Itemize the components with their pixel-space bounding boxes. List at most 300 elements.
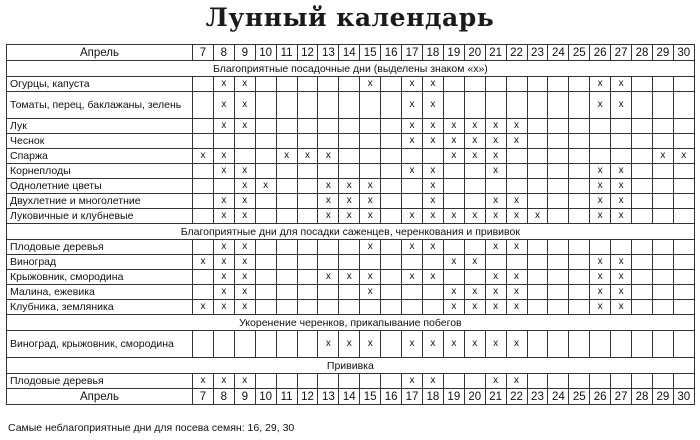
- day-cell: [527, 240, 548, 255]
- day-cell: x: [402, 92, 423, 119]
- day-cell: [527, 149, 548, 164]
- header-row-bottom: [7, 389, 695, 405]
- plant-name: Виноград, крыжовник, смородина: [7, 331, 193, 358]
- day-cell: [297, 194, 318, 209]
- day-cell: [297, 92, 318, 119]
- day-number: 25: [569, 45, 590, 61]
- day-cell: x: [506, 209, 527, 224]
- day-cell: [422, 149, 443, 164]
- day-number: 20: [464, 389, 485, 405]
- day-cell: x: [485, 164, 506, 179]
- day-number: 22: [506, 389, 527, 405]
- day-cell: [652, 240, 673, 255]
- day-cell: [297, 119, 318, 134]
- day-cell: x: [485, 270, 506, 285]
- day-cell: [673, 134, 694, 149]
- section-heading: Благоприятные посадочные дни (выделены знаком «х»): [7, 61, 695, 77]
- day-cell: [652, 374, 673, 389]
- day-cell: [464, 374, 485, 389]
- page-title: Лунный календарь: [205, 3, 495, 32]
- table-row: [7, 300, 695, 315]
- day-cell: [527, 331, 548, 358]
- day-cell: x: [234, 209, 255, 224]
- day-cell: [318, 285, 339, 300]
- day-cell: [569, 331, 590, 358]
- day-cell: x: [464, 331, 485, 358]
- day-number: 23: [527, 389, 548, 405]
- day-cell: x: [402, 134, 423, 149]
- day-number: 13: [318, 389, 339, 405]
- day-cell: x: [506, 374, 527, 389]
- day-cell: [652, 270, 673, 285]
- day-cell: x: [485, 134, 506, 149]
- day-cell: [569, 149, 590, 164]
- day-cell: [569, 209, 590, 224]
- plant-name: Чеснок: [7, 134, 193, 149]
- day-cell: [590, 149, 611, 164]
- day-cell: [213, 179, 234, 194]
- day-cell: x: [402, 209, 423, 224]
- table-row: [7, 179, 695, 194]
- day-cell: [255, 194, 276, 209]
- day-cell: [381, 92, 402, 119]
- day-cell: [632, 255, 653, 270]
- day-cell: [255, 209, 276, 224]
- day-cell: x: [443, 149, 464, 164]
- day-cell: [381, 270, 402, 285]
- day-cell: x: [360, 240, 381, 255]
- plant-name: Лук: [7, 119, 193, 134]
- day-cell: x: [402, 77, 423, 92]
- day-number: 10: [255, 45, 276, 61]
- day-cell: [276, 209, 297, 224]
- day-cell: [297, 285, 318, 300]
- day-cell: [193, 179, 214, 194]
- day-cell: x: [422, 179, 443, 194]
- day-cell: x: [213, 194, 234, 209]
- day-cell: [193, 119, 214, 134]
- day-number: 26: [590, 45, 611, 61]
- day-number: 21: [485, 45, 506, 61]
- day-cell: x: [339, 331, 360, 358]
- day-cell: x: [527, 209, 548, 224]
- day-cell: x: [422, 209, 443, 224]
- day-number: 15: [360, 45, 381, 61]
- day-cell: [360, 92, 381, 119]
- day-cell: x: [590, 285, 611, 300]
- day-cell: [381, 240, 402, 255]
- day-cell: x: [485, 149, 506, 164]
- day-cell: [276, 179, 297, 194]
- day-cell: [611, 119, 632, 134]
- table-row: [7, 374, 695, 389]
- day-cell: [464, 179, 485, 194]
- day-cell: [464, 240, 485, 255]
- day-number: 12: [297, 389, 318, 405]
- day-cell: x: [234, 240, 255, 255]
- day-cell: x: [422, 92, 443, 119]
- day-number: 9: [234, 389, 255, 405]
- day-cell: x: [213, 374, 234, 389]
- day-cell: x: [485, 331, 506, 358]
- day-cell: [193, 92, 214, 119]
- day-cell: [276, 134, 297, 149]
- day-cell: x: [422, 374, 443, 389]
- plant-name: Однолетние цветы: [7, 179, 193, 194]
- day-cell: x: [234, 270, 255, 285]
- day-cell: [443, 179, 464, 194]
- day-cell: x: [234, 164, 255, 179]
- day-cell: x: [422, 164, 443, 179]
- day-cell: [464, 92, 485, 119]
- section-heading-row: [7, 224, 695, 240]
- day-cell: x: [506, 285, 527, 300]
- day-cell: [569, 255, 590, 270]
- day-cell: [673, 92, 694, 119]
- day-cell: [339, 92, 360, 119]
- day-cell: x: [485, 119, 506, 134]
- day-number: 7: [193, 45, 214, 61]
- day-cell: [464, 164, 485, 179]
- day-cell: [569, 270, 590, 285]
- day-cell: [673, 179, 694, 194]
- table-row: [7, 119, 695, 134]
- day-number: 16: [381, 389, 402, 405]
- day-cell: [360, 164, 381, 179]
- day-cell: x: [213, 209, 234, 224]
- day-cell: [276, 119, 297, 134]
- day-cell: x: [464, 285, 485, 300]
- table-row: [7, 270, 695, 285]
- day-cell: [632, 92, 653, 119]
- day-cell: [297, 209, 318, 224]
- day-cell: [297, 134, 318, 149]
- day-cell: x: [506, 134, 527, 149]
- day-number: 14: [339, 45, 360, 61]
- day-cell: [632, 119, 653, 134]
- plant-name: Малина, ежевика: [7, 285, 193, 300]
- plant-name: Луковичные и клубневые: [7, 209, 193, 224]
- table-row: [7, 285, 695, 300]
- day-number: 24: [548, 45, 569, 61]
- day-cell: x: [402, 374, 423, 389]
- day-number: 29: [652, 389, 673, 405]
- day-cell: [527, 179, 548, 194]
- day-cell: x: [318, 194, 339, 209]
- day-cell: [381, 134, 402, 149]
- day-cell: x: [360, 331, 381, 358]
- day-cell: [402, 300, 423, 315]
- day-cell: [193, 331, 214, 358]
- day-cell: [590, 119, 611, 134]
- day-cell: x: [234, 194, 255, 209]
- day-cell: [673, 194, 694, 209]
- day-cell: [381, 119, 402, 134]
- day-cell: [548, 374, 569, 389]
- day-number: 24: [548, 389, 569, 405]
- section-heading: Укоренение черенков, прикапывание побегов: [7, 315, 695, 331]
- day-cell: [297, 255, 318, 270]
- day-cell: [276, 270, 297, 285]
- day-cell: x: [193, 149, 214, 164]
- day-cell: x: [443, 119, 464, 134]
- day-cell: x: [422, 119, 443, 134]
- day-cell: [339, 119, 360, 134]
- section-heading-row: [7, 61, 695, 77]
- day-cell: [652, 179, 673, 194]
- day-cell: [548, 149, 569, 164]
- day-cell: x: [318, 270, 339, 285]
- day-cell: [548, 270, 569, 285]
- day-cell: [318, 92, 339, 119]
- day-cell: [276, 240, 297, 255]
- day-cell: [339, 374, 360, 389]
- day-cell: [569, 240, 590, 255]
- day-cell: [443, 240, 464, 255]
- plant-name: Крыжовник, смородина: [7, 270, 193, 285]
- day-cell: x: [318, 331, 339, 358]
- day-cell: [255, 255, 276, 270]
- day-cell: x: [590, 92, 611, 119]
- day-cell: x: [422, 270, 443, 285]
- plant-name: Корнеплоды: [7, 164, 193, 179]
- day-cell: x: [213, 119, 234, 134]
- day-cell: x: [611, 164, 632, 179]
- day-cell: [443, 374, 464, 389]
- day-cell: [632, 77, 653, 92]
- day-cell: [255, 300, 276, 315]
- day-cell: [569, 119, 590, 134]
- day-cell: [611, 331, 632, 358]
- day-cell: [276, 92, 297, 119]
- day-number: 16: [381, 45, 402, 61]
- day-cell: [527, 285, 548, 300]
- day-cell: [548, 77, 569, 92]
- day-cell: [652, 331, 673, 358]
- table-row: [7, 92, 695, 119]
- day-cell: x: [590, 255, 611, 270]
- table-row: [7, 77, 695, 92]
- day-number: 27: [611, 389, 632, 405]
- day-cell: [673, 164, 694, 179]
- day-cell: [193, 209, 214, 224]
- table-row: [7, 331, 695, 358]
- day-cell: x: [402, 119, 423, 134]
- day-cell: x: [360, 179, 381, 194]
- day-number: 18: [422, 389, 443, 405]
- day-cell: x: [443, 331, 464, 358]
- day-cell: [673, 119, 694, 134]
- day-number: 8: [213, 45, 234, 61]
- day-cell: x: [276, 149, 297, 164]
- day-cell: x: [402, 270, 423, 285]
- day-cell: [339, 255, 360, 270]
- table-row: [7, 194, 695, 209]
- day-cell: x: [485, 240, 506, 255]
- day-cell: x: [611, 194, 632, 209]
- day-cell: [548, 331, 569, 358]
- day-cell: [255, 134, 276, 149]
- month-label: Апрель: [7, 45, 193, 61]
- day-cell: [673, 331, 694, 358]
- day-cell: x: [611, 270, 632, 285]
- day-cell: x: [611, 179, 632, 194]
- day-number: 15: [360, 389, 381, 405]
- day-cell: [276, 331, 297, 358]
- day-cell: [234, 149, 255, 164]
- day-cell: x: [213, 300, 234, 315]
- table-row: [7, 149, 695, 164]
- day-number: 9: [234, 45, 255, 61]
- day-cell: x: [360, 77, 381, 92]
- day-cell: [255, 331, 276, 358]
- day-cell: x: [464, 209, 485, 224]
- day-cell: [590, 134, 611, 149]
- day-cell: [632, 300, 653, 315]
- day-cell: [381, 285, 402, 300]
- day-cell: [443, 194, 464, 209]
- day-cell: [652, 77, 673, 92]
- day-cell: [652, 194, 673, 209]
- day-cell: x: [506, 240, 527, 255]
- day-cell: [673, 270, 694, 285]
- day-cell: [255, 77, 276, 92]
- plant-name: Плодовые деревья: [7, 374, 193, 389]
- day-cell: x: [590, 194, 611, 209]
- day-cell: [590, 240, 611, 255]
- table-row: [7, 164, 695, 179]
- plant-name: Спаржа: [7, 149, 193, 164]
- day-cell: [193, 240, 214, 255]
- day-number: 18: [422, 45, 443, 61]
- day-cell: x: [464, 119, 485, 134]
- day-cell: [548, 194, 569, 209]
- day-cell: [569, 285, 590, 300]
- day-cell: [632, 179, 653, 194]
- day-cell: [632, 285, 653, 300]
- day-number: 14: [339, 389, 360, 405]
- day-cell: [569, 92, 590, 119]
- day-cell: [569, 164, 590, 179]
- day-cell: [193, 270, 214, 285]
- day-cell: x: [611, 285, 632, 300]
- day-cell: [652, 164, 673, 179]
- day-cell: x: [402, 164, 423, 179]
- day-number: 26: [590, 389, 611, 405]
- plant-name: Клубника, земляника: [7, 300, 193, 315]
- day-cell: [193, 285, 214, 300]
- day-cell: [527, 255, 548, 270]
- day-cell: x: [213, 77, 234, 92]
- day-cell: [527, 194, 548, 209]
- day-cell: [360, 255, 381, 270]
- day-cell: [443, 270, 464, 285]
- day-cell: [506, 77, 527, 92]
- day-number: 23: [527, 45, 548, 61]
- day-cell: x: [590, 300, 611, 315]
- day-cell: [402, 285, 423, 300]
- day-cell: x: [590, 270, 611, 285]
- header-row-top: [7, 45, 695, 61]
- day-cell: [548, 240, 569, 255]
- day-cell: [297, 300, 318, 315]
- day-cell: [527, 164, 548, 179]
- day-cell: x: [318, 149, 339, 164]
- day-cell: [548, 119, 569, 134]
- day-cell: [590, 331, 611, 358]
- footnote-unfavorable-days: Самые неблагоприятные дни для посева семян: 16, 29, 30: [8, 422, 295, 434]
- day-cell: [569, 134, 590, 149]
- plant-name: Двухлетние и многолетние: [7, 194, 193, 209]
- day-cell: x: [506, 331, 527, 358]
- day-cell: [193, 194, 214, 209]
- day-cell: x: [590, 164, 611, 179]
- day-cell: [381, 194, 402, 209]
- table-row: [7, 255, 695, 270]
- day-cell: [632, 240, 653, 255]
- day-cell: [632, 374, 653, 389]
- day-cell: [360, 374, 381, 389]
- day-cell: [652, 255, 673, 270]
- day-cell: [443, 164, 464, 179]
- day-cell: x: [590, 209, 611, 224]
- day-cell: x: [485, 285, 506, 300]
- day-number: 25: [569, 389, 590, 405]
- day-cell: [402, 255, 423, 270]
- day-cell: [548, 92, 569, 119]
- day-number: 30: [673, 45, 694, 61]
- day-cell: [276, 194, 297, 209]
- day-cell: x: [213, 240, 234, 255]
- day-cell: [422, 300, 443, 315]
- day-cell: x: [485, 209, 506, 224]
- day-cell: [193, 77, 214, 92]
- day-cell: x: [234, 119, 255, 134]
- day-cell: [360, 149, 381, 164]
- plant-name: Томаты, перец, баклажаны, зелень: [7, 92, 193, 119]
- day-cell: [276, 374, 297, 389]
- day-cell: [381, 209, 402, 224]
- day-cell: [652, 209, 673, 224]
- day-cell: x: [339, 270, 360, 285]
- day-cell: x: [255, 179, 276, 194]
- day-cell: [485, 92, 506, 119]
- day-cell: [632, 331, 653, 358]
- day-cell: [402, 149, 423, 164]
- day-cell: x: [339, 179, 360, 194]
- day-cell: x: [234, 374, 255, 389]
- day-cell: [318, 374, 339, 389]
- day-cell: x: [422, 77, 443, 92]
- day-cell: [381, 255, 402, 270]
- day-cell: [339, 300, 360, 315]
- day-number: 8: [213, 389, 234, 405]
- day-cell: x: [590, 77, 611, 92]
- day-cell: [569, 194, 590, 209]
- day-cell: [276, 77, 297, 92]
- day-cell: [318, 164, 339, 179]
- day-cell: x: [506, 119, 527, 134]
- day-cell: [485, 77, 506, 92]
- day-cell: [632, 134, 653, 149]
- day-cell: [381, 149, 402, 164]
- day-cell: x: [318, 179, 339, 194]
- day-cell: [632, 149, 653, 164]
- day-cell: [632, 164, 653, 179]
- day-cell: x: [297, 149, 318, 164]
- day-cell: [652, 285, 673, 300]
- day-number: 30: [673, 389, 694, 405]
